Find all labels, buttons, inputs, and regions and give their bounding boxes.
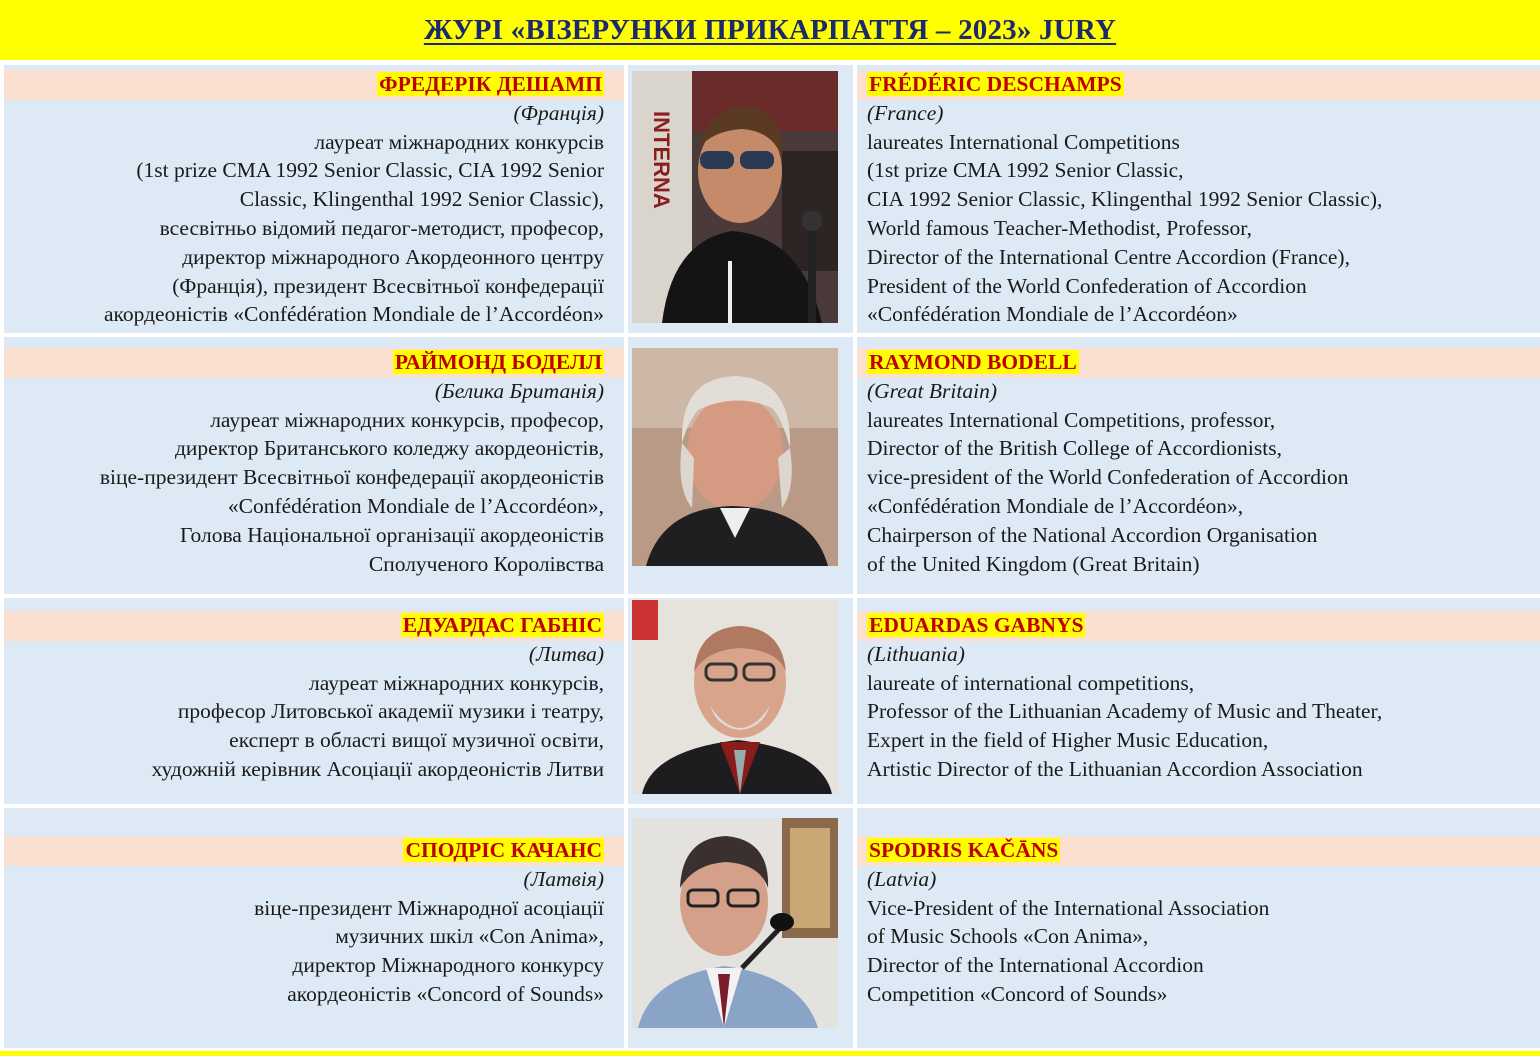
jury-member-kacans [0, 808, 1540, 1048]
member-photo [632, 71, 838, 323]
member-bio-line: експерт в області вищої музичної освіти, [229, 728, 604, 753]
member-info-en [857, 65, 1540, 333]
member-info-en [857, 337, 1540, 594]
member-photo [632, 818, 838, 1028]
member-bio-line: віце-президент Міжнародної асоціації [254, 895, 604, 920]
member-bio-line: President of the World Confederation of Accordion [867, 273, 1307, 298]
member-bio-line: laureates International Competitions, professor, [867, 407, 1276, 432]
member-country-en: (Great Britain) [867, 378, 997, 403]
page-header [0, 0, 1540, 60]
member-bio-line: музичних шкіл «Con Anima», [335, 924, 604, 949]
member-bio-line: Director of the International Centre Accordion (France), [867, 244, 1350, 269]
member-bio-line: Professor of the Lithuanian Academy of Music and Theater, [867, 699, 1383, 724]
member-name-uk: СПОДРІС КАЧАНС [405, 838, 602, 862]
member-bio-line: Director of the British College of Accordionists, [867, 436, 1282, 461]
member-bio-line: лауреат міжнародних конкурсів, [309, 670, 604, 695]
member-bio-line: Classic, Klingenthal 1992 Senior Classic), [239, 187, 604, 212]
member-bio-line: Сполученого Королівства [368, 551, 604, 576]
member-country-uk: (Белика Британія) [434, 378, 604, 403]
member-bio-line: (1st prize CMA 1992 Senior Classic, CIA 1992 Senior [136, 158, 604, 183]
member-photo [632, 348, 838, 566]
member-bio-line: віце-президент Всесвітньої конфедерації акордеоністів [99, 465, 604, 490]
member-photo-cell [628, 65, 853, 333]
member-bio-line: (1st prize CMA 1992 Senior Classic, [867, 158, 1184, 183]
member-info-en [857, 598, 1540, 804]
jury-member-gabnys [0, 598, 1540, 804]
member-bio-line: лауреат міжнародних конкурсів, професор, [210, 407, 604, 432]
member-info-uk [4, 808, 624, 1048]
member-country-en: (Lithuania) [867, 641, 965, 666]
member-bio-line: акордеоністів «Confédération Mondiale de l’Accordéon» [103, 302, 604, 327]
member-bio-line: Vice-President of the International Association [867, 895, 1270, 920]
member-photo-cell [628, 337, 853, 594]
member-bio-line: laureates International Competitions [867, 129, 1180, 154]
member-bio-line: всесвітньо відомий педагог-методист, професор, [159, 215, 604, 240]
member-bio-line: (Франція), президент Всесвітньої конфедерації [172, 273, 604, 298]
member-bio-line: World famous Teacher-Methodist, Professor, [867, 215, 1252, 240]
member-bio-line: of Music Schools «Con Anima», [867, 924, 1149, 949]
member-photo-cell [628, 808, 853, 1048]
member-name-uk: ФРЕДЕРІК ДЕШАМП [379, 72, 602, 96]
member-info-en [857, 808, 1540, 1048]
member-bio-line: акордеоністів «Concord of Sounds» [287, 981, 604, 1006]
member-name-en: RAYMOND BODELL [869, 350, 1077, 374]
member-bio-line: художній керівник Асоціації акордеоністів Литви [151, 756, 604, 781]
member-bio-line: Expert in the field of Higher Music Education, [867, 728, 1269, 753]
member-name-uk: РАЙМОНД БОДЕЛЛ [394, 350, 602, 374]
member-bio-line: «Confédération Mondiale de l’Accordéon», [227, 493, 604, 518]
member-bio-line: лауреат міжнародних конкурсів [314, 129, 604, 154]
member-name-en: FRÉDÉRIC DESCHAMPS [869, 72, 1122, 96]
member-country-uk: (Литва) [528, 641, 604, 666]
member-bio-line: директор Міжнародного конкурсу [292, 953, 604, 978]
member-bio-line: Chairperson of the National Accordion Organisation [867, 522, 1318, 547]
svg-text:INTERNA: INTERNA [649, 111, 674, 209]
member-photo [632, 600, 838, 794]
member-bio-line: Competition «Concord of Sounds» [867, 981, 1168, 1006]
member-info-uk [4, 337, 624, 594]
member-bio-line: laureate of international competitions, [867, 670, 1195, 695]
bottom-rule [0, 1051, 1540, 1056]
member-bio-line: директор Британського коледжу акордеоністів, [174, 436, 604, 461]
member-bio-line: директор міжнародного Акордеонного центру [182, 244, 604, 269]
member-info-uk [4, 65, 624, 333]
member-bio-line: Artistic Director of the Lithuanian Accordion Association [867, 756, 1363, 781]
member-bio-line: of the United Kingdom (Great Britain) [867, 551, 1200, 576]
page-title: ЖУРІ «ВІЗЕРУНКИ ПРИКАРПАТТЯ – 2023» JURY [423, 13, 1117, 46]
member-name-en: SPODRIS KAČĀNS [869, 838, 1059, 862]
jury-member-deschamps [0, 65, 1540, 333]
member-country-en: (France) [867, 100, 944, 125]
member-bio-line: «Confédération Mondiale de l’Accordéon», [867, 493, 1244, 518]
member-country-uk: (Латвія) [523, 866, 604, 891]
member-country-en: (Latvia) [867, 866, 937, 891]
member-bio-line: CIA 1992 Senior Classic, Klingenthal 1992 Senior Classic), [867, 187, 1383, 212]
member-name-uk: ЕДУАРДАС ГАБНІС [402, 613, 602, 637]
member-bio-line: професор Литовської академії музики і театру, [177, 699, 604, 724]
member-bio-line: Director of the International Accordion [867, 953, 1204, 978]
member-country-uk: (Франція) [513, 100, 604, 125]
member-bio-line: vice-president of the World Confederation of Accordion [867, 465, 1349, 490]
member-info-uk [4, 598, 624, 804]
member-bio-line: Голова Національної організації акордеоністів [179, 522, 604, 547]
jury-member-bodell [0, 337, 1540, 594]
member-name-en: EDUARDAS GABNYS [869, 613, 1084, 637]
member-photo-cell [628, 598, 853, 804]
member-bio-line: «Confédération Mondiale de l’Accordéon» [867, 302, 1238, 327]
